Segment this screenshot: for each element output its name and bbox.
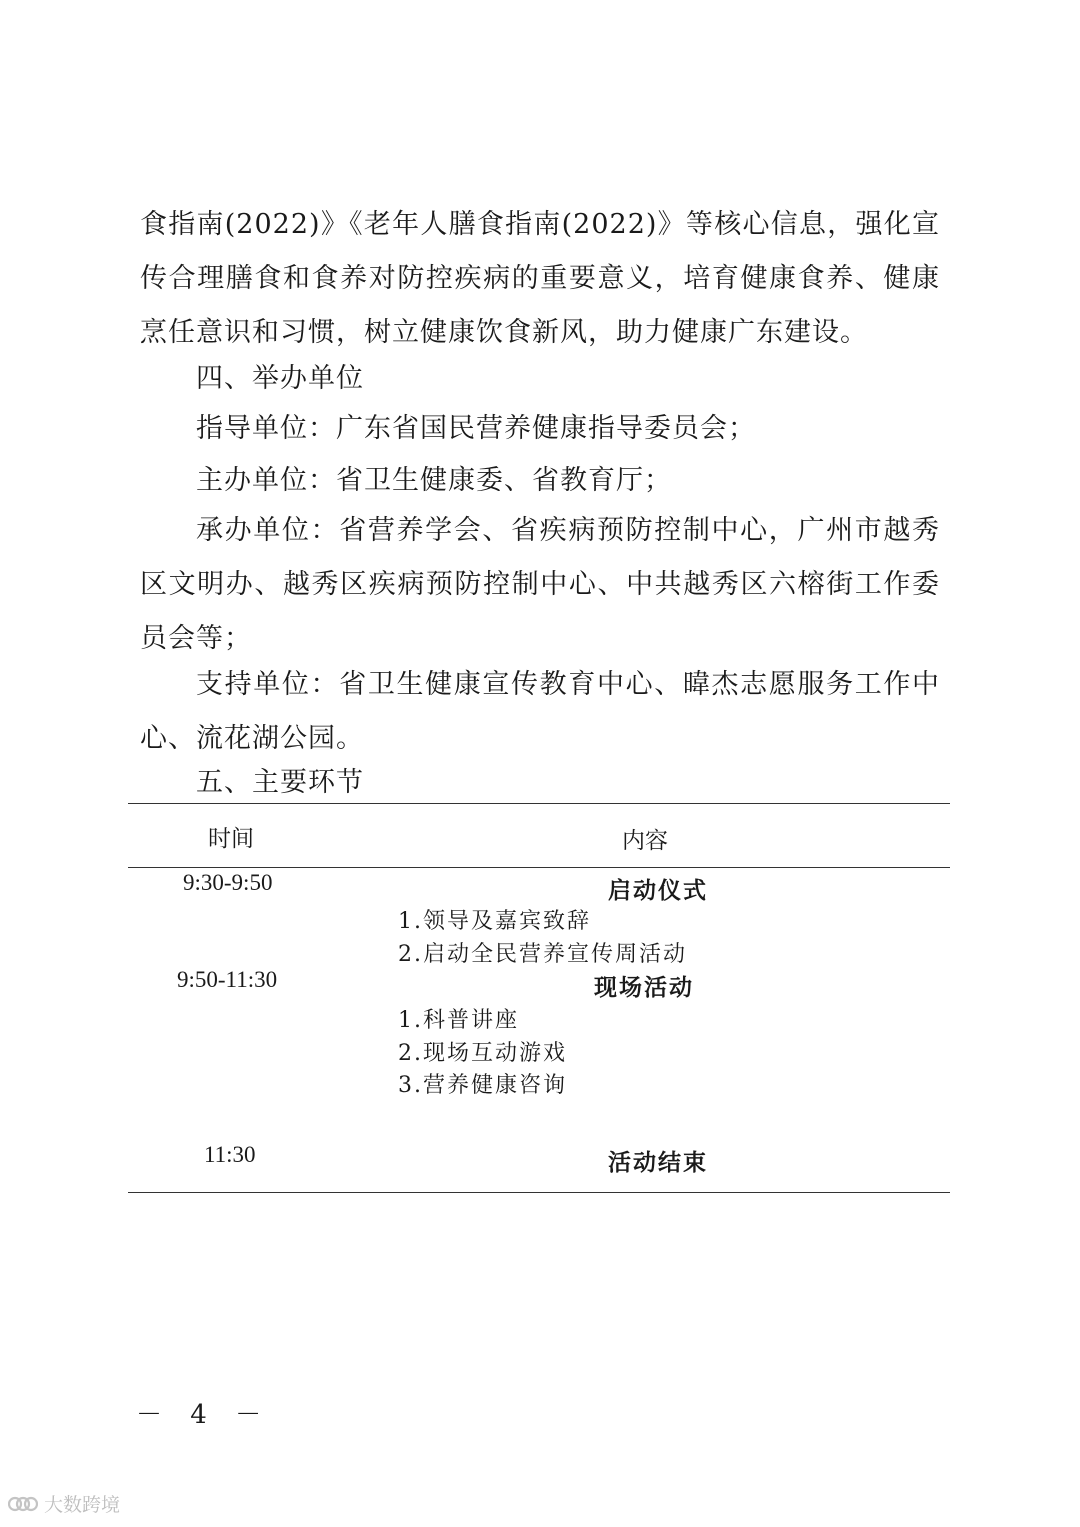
section-4-heading: 四、举办单位 [196,363,364,394]
guide-unit: 指导单位：广东省国民营养健康指导委员会； [196,413,756,444]
table-header-content: 内容 [622,828,668,854]
table-top-rule [128,803,950,804]
watermark [8,1490,120,1517]
table-header-time: 时间 [208,826,254,852]
watermark-text: 大数跨境 [44,1494,121,1516]
row-time: 9:30-9:50 [183,870,273,895]
body-paragraph: 食指南(2022)》《老年人膳食指南(2022)》等核心信息，强化宣传合理膳食和食养对防控疾病的重要意义，培育健康食养、健康烹任意识和习惯，树立健康饮食新风，助力健康广东建设。 [140,209,940,348]
row-item: 1.领导及嘉宾致辞 [398,909,591,934]
row-item: 2.现场互动游戏 [398,1041,567,1066]
row-item: 1.科普讲座 [398,1008,519,1033]
watermark-logo-icon [8,1494,38,1514]
support-unit: 支持单位：省卫生健康宣传教育中心、暐杰志愿服务工作中心、流花湖公园。 [140,669,940,754]
section-5-heading: 五、主要环节 [196,767,364,798]
row-time: 9:50-11:30 [177,967,278,992]
page-number: － 4 － [136,1400,272,1430]
host-unit: 主办单位：省卫生健康委、省教育厅； [196,465,672,496]
organizer-unit: 承办单位：省营养学会、省疾病预防控制中心，广州市越秀区文明办、越秀区疾病预防控制中心、中共越秀区六榕街工作委员会等； [140,515,940,654]
table-bottom-rule [128,1192,950,1193]
row-item: 3.营养健康咨询 [398,1073,567,1098]
row-item: 2.启动全民营养宣传周活动 [398,942,687,967]
row-time: 11:30 [204,1142,256,1167]
row-title: 现场活动 [594,975,694,1001]
row-title: 活动结束 [608,1150,708,1176]
table-header-rule [128,867,950,868]
row-title: 启动仪式 [608,878,708,904]
